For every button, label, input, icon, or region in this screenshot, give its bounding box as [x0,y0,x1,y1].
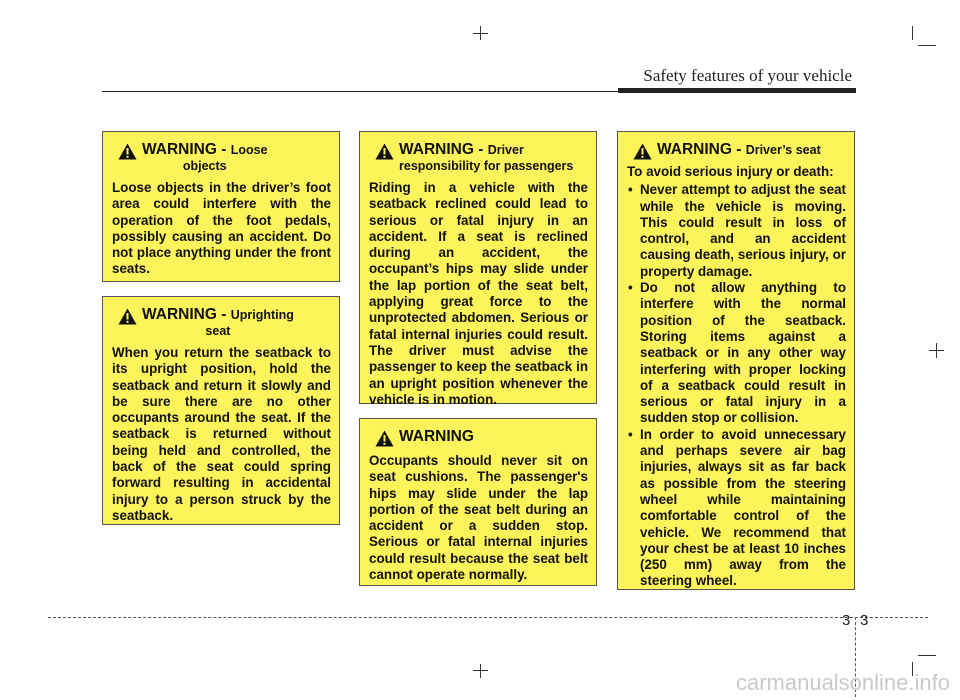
crop-mark [918,655,936,656]
chapter-number: 3 [842,612,851,629]
warning-intro: To avoid serious injury or death: [627,164,834,179]
warning-subject: Uprighting [230,308,294,322]
list-item: • In order to avoid unnecessary and perhaps severe air bag injuries, always sit as far back as possible from the steering wheel while maintaining comfortable control of the vehicle. We recommend that your chest be at least 10 inches (250 mm) away from the steering wheel. [627,427,846,590]
warning-label: WARNING - [142,141,231,158]
warning-body: Occupants should never sit on seat cushions. The passenger's hips may slide under the lap portion of the seat belt during an accident or a sudden stop. Serious or fatal internal injuries could result because the seat belt cannot operate normally. [369,453,588,583]
warning-subject-line2: objects [182,159,227,173]
warning-list [627,182,846,589]
warning-subject: Driver [487,143,524,157]
warning-label: WARNING [399,428,474,445]
warning-subject-line2: seat [205,324,231,338]
warning-triangle-icon [633,143,652,160]
section-title: Safety features of your vehicle [643,66,852,85]
crop-mark [473,33,488,34]
warning-triangle-icon [118,143,137,160]
warning-box-uprighting-seat [102,296,340,525]
warning-body: Riding in a vehicle with the seatback reclined could lead to serious or fatal injury in an accident. If a seat is reclined during an accident, the occupant’s hips may slide under the lap portion of the seat belt, applying great force to the unprotected abdomen. Serious or fatal internal injuries could result. The driver must advise the passenger to keep the seatback in an upright position whenever the vehicle is in motion. [369,180,588,407]
crop-mark [473,670,488,671]
header-rule [102,91,620,92]
warning-subject: Loose [230,143,268,157]
warning-triangle-icon [375,430,394,447]
warning-triangle-icon [375,143,394,160]
warning-heading [112,142,331,174]
warning-heading [369,142,588,174]
warning-box-seat-cushions [359,418,597,586]
crop-mark [929,350,944,351]
warning-subject-line2: responsibility for passengers [399,159,574,173]
warning-label: WARNING - [142,306,231,323]
header-rule-thick [618,88,856,93]
warning-heading [112,307,331,339]
warning-body: When you return the seatback to its upright position, hold the seatback and return it slowly and be sure there are no other occupants around the seat. If the seatback is returned without being held and controlled, the back of the seat could spring forward resulting in accidental injury to a person struck by the seatback. [112,345,331,523]
warning-heading [627,142,846,160]
crop-mark [918,45,936,46]
list-item: • Do not allow anything to interfere with the normal position of the seatback. Storing items against a seatback or in any other way interfering with proper locking of a seatback could result in serious or fatal injury in a sudden stop or collision. [627,280,846,427]
footer-rule [48,617,928,618]
crop-mark [912,26,913,40]
crop-mark [480,664,481,678]
warning-box-loose-objects [102,131,340,282]
warning-label: WARNING - [657,141,746,158]
warning-triangle-icon [118,308,137,325]
list-item: • Never attempt to adjust the seat while the vehicle is moving. This could result in loss of control, and an accident causing death, serious injury, or property damage. [627,182,846,280]
warning-box-drivers-seat [617,131,855,590]
watermark: carmanualsonline.info [735,670,950,695]
page-number: 3 [860,612,869,629]
warning-subject: Driver’s seat [745,143,821,157]
warning-label: WARNING - [399,141,488,158]
warning-box-driver-responsibility [359,131,597,407]
warning-body: Loose objects in the driver’s foot area could interfere with the operation of the foot pedals, possibly causing an accident. Do not place anything under the front seats. [112,180,331,277]
warning-heading [369,429,588,447]
